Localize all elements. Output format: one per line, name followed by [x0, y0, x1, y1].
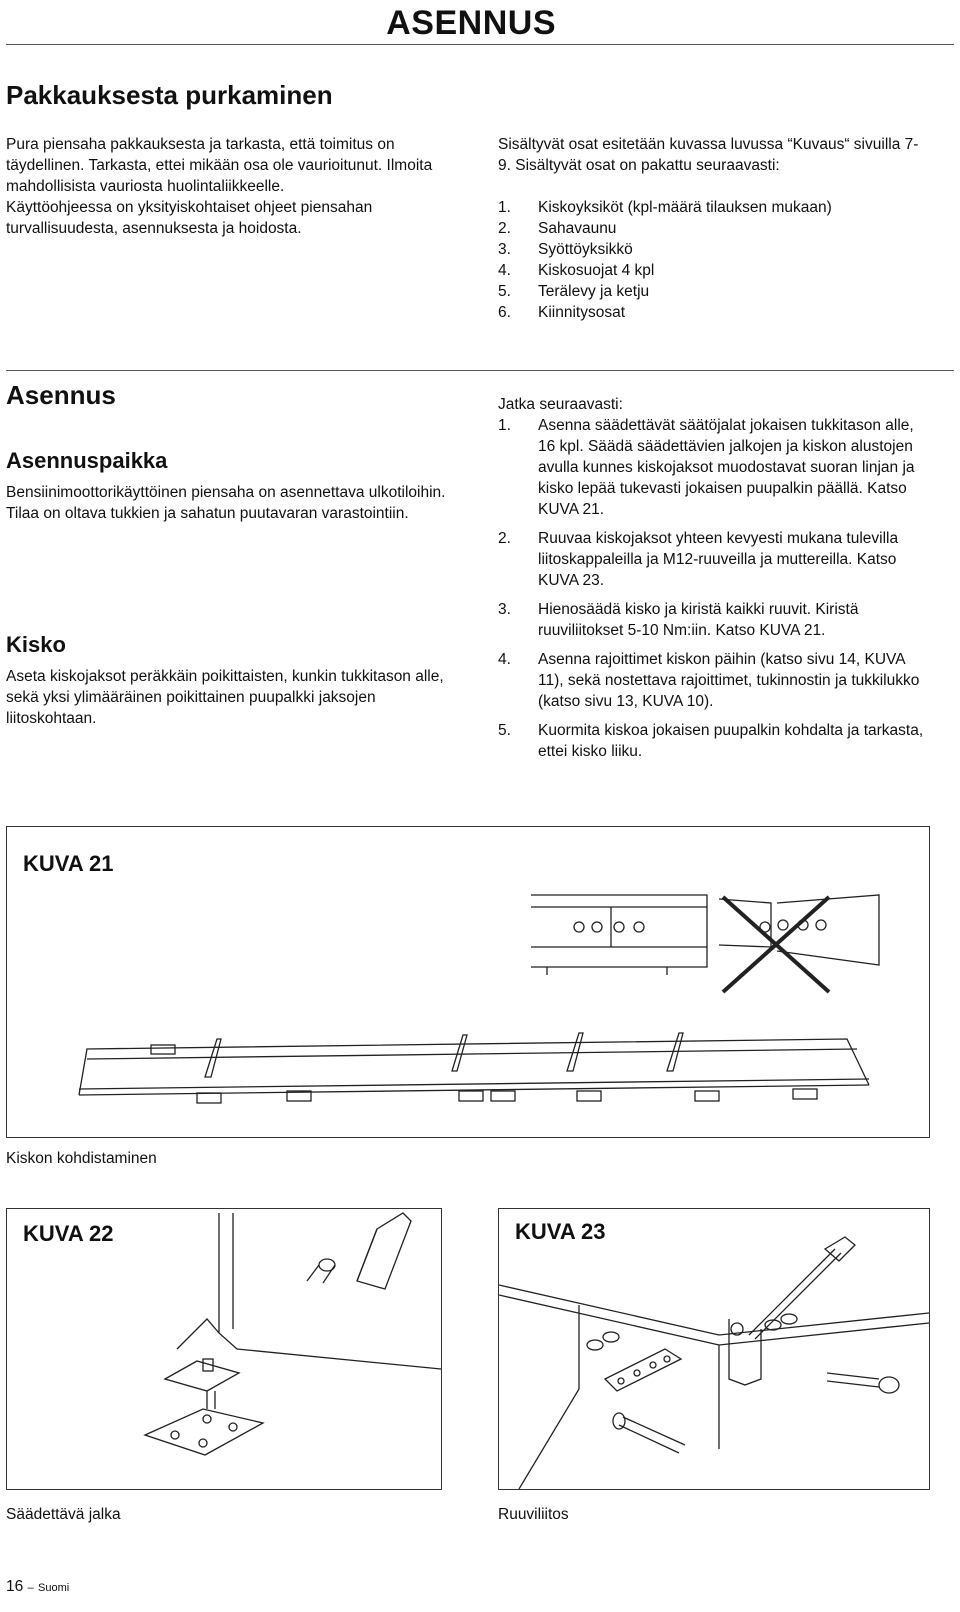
contents-list-item: 3. Syöttöyksikkö: [498, 241, 633, 258]
rail-alignment-illustration: [7, 827, 929, 1137]
rail-paragraph: Aseta kiskojaksot peräkkäin poikittaisten, kunkin tukkitason alle, sekä yksi ylimääräinen poikittainen puupalkki jaksojen liitoskohtaan.: [6, 668, 444, 727]
figure-22: [6, 1208, 442, 1490]
unpacking-paragraph-1: Pura piensaha pakkauksesta ja tarkasta, että toimitus on täydellinen. Tarkasta, ettei mikään osa ole vaurioitunut. Ilmoita mahdollisista vauriosta huolintaliikkeelle.: [6, 136, 433, 195]
step-item: 2. Ruuvaa kiskojaksot yhteen kevyesti mukana tulevilla liitoskappaleilla ja M12-ruuveilla ja muttereilla. Katso KUVA 23.: [498, 530, 899, 589]
figure-23: [498, 1208, 930, 1490]
rail-heading: Kisko: [6, 632, 66, 657]
rail-joint-wrong-detail: [719, 895, 879, 992]
steps-list: [498, 415, 928, 762]
continue-label: Jatka seuraavasti:: [498, 396, 623, 413]
step-item: 1. Asenna säädettävät säätöjalat jokaisen tukkitason alle, 16 kpl. Säädä säädettävien jalkojen ja kiskon alustojen avulla kunnes kiskojaksot muodostavat suoran linjan ja kisko lepää tukevasti jokaisen puupalkin päällä. Katso KUVA 21.: [498, 417, 915, 518]
site-heading: Asennuspaikka: [6, 448, 168, 473]
bolt-joint-illustration: [499, 1209, 929, 1489]
adjustable-foot-illustration: [7, 1209, 441, 1489]
rail-joint-correct-detail: [531, 895, 707, 975]
section-divider: [6, 370, 954, 371]
site-paragraph-1: Bensiinimoottorikäyttöinen piensaha on asennettava ulkotiloihin.: [6, 484, 446, 501]
footer-separator: –: [27, 1582, 34, 1594]
figure-23-title: KUVA 23: [515, 1219, 606, 1244]
rail-section-illustration: [79, 1033, 869, 1103]
figure-23-caption: Ruuviliitos: [498, 1506, 569, 1523]
figure-22-caption: Säädettävä jalka: [6, 1506, 121, 1523]
contents-block: [498, 134, 928, 323]
rail-text: [6, 666, 446, 729]
step-item: 3. Hienosäädä kisko ja kiristä kaikki ruuvit. Kiristä ruuviliitokset 5-10 Nm:iin. Katso KUVA 21.: [498, 601, 859, 639]
unpacking-text: [6, 134, 446, 239]
contents-list-item: 1. Kiskoyksiköt (kpl-määrä tilauksen mukaan): [498, 199, 832, 216]
figure-21-title: KUVA 21: [23, 851, 114, 876]
contents-intro: Sisältyvät osat esitetään kuvassa luvussa “Kuvaus“ sivuilla 7-9. Sisältyvät osat on pakattu seuraavasti:: [498, 136, 919, 174]
footer-language: Suomi: [38, 1582, 70, 1594]
step-item: 5. Kuormita kiskoa jokaisen puupalkin kohdalta ja tarkasta, ettei kisko liiku.: [498, 722, 924, 760]
header-rule: [6, 44, 954, 45]
installation-heading: Asennus: [6, 380, 116, 410]
contents-list-item: 5. Terälevy ja ketju: [498, 283, 650, 300]
figure-21: [6, 826, 930, 1138]
unpacking-heading: Pakkauksesta purkaminen: [6, 80, 333, 110]
figure-21-caption: Kiskon kohdistaminen: [6, 1150, 157, 1167]
page-footer: [6, 1578, 69, 1596]
site-text: [6, 482, 446, 524]
step-item: 4. Asenna rajoittimet kiskon päihin (katso sivu 14, KUVA 11), sekä nostettava rajoittimet, tukinnostin ja tukkilukko (katso sivu 13, KUVA 10).: [498, 651, 920, 710]
contents-list-item: 4. Kiskosuojat 4 kpl: [498, 262, 655, 279]
contents-list-item: 2. Sahavaunu: [498, 220, 617, 237]
page-header-title: ASENNUS: [386, 4, 556, 42]
unpacking-paragraph-2: Käyttöohjeessa on yksityiskohtaiset ohjeet piensahan turvallisuudesta, asennuksesta ja hoidosta.: [6, 199, 373, 237]
contents-list: [498, 197, 928, 323]
steps-block: [498, 394, 928, 770]
figure-22-title: KUVA 22: [23, 1221, 114, 1246]
page-number: 16: [6, 1578, 24, 1595]
contents-list-item: 6. Kiinnitysosat: [498, 304, 626, 321]
site-paragraph-2: Tilaa on oltava tukkien ja sahatun puutavaran varastointiin.: [6, 505, 409, 522]
